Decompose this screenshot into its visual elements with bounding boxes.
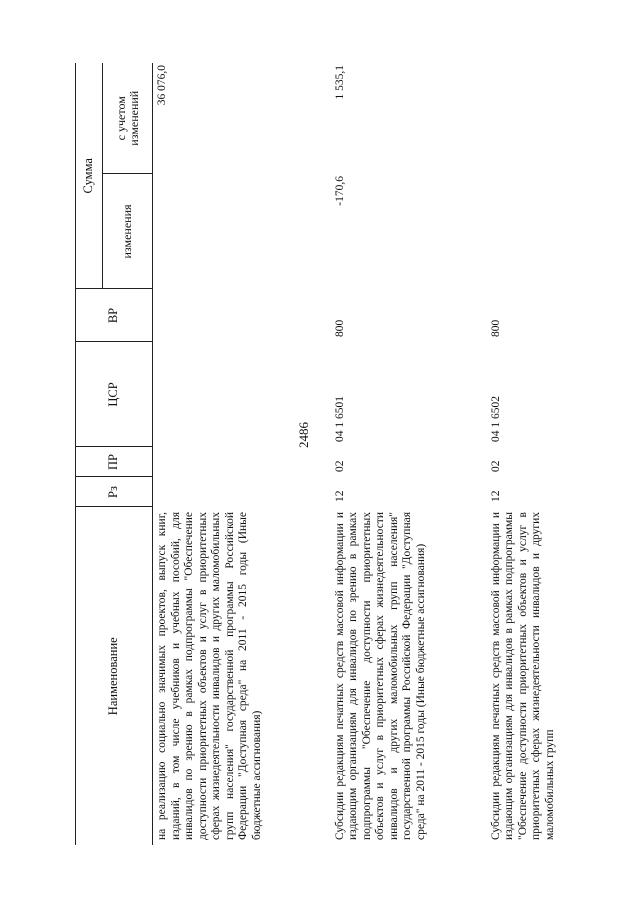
row-with-changes: 36 076,0 bbox=[156, 65, 168, 106]
row-with-changes: 1 535,1 bbox=[333, 65, 346, 100]
header-pr: ПР bbox=[76, 447, 153, 477]
header-change: изменения bbox=[103, 174, 153, 289]
row-vr bbox=[153, 289, 331, 342]
header-row bbox=[76, 63, 103, 845]
row-vr: 800 bbox=[489, 319, 502, 337]
table-row bbox=[487, 63, 601, 845]
row-change bbox=[487, 174, 601, 289]
row-csr bbox=[153, 342, 331, 447]
row-csr: 04 1 6501 bbox=[333, 396, 346, 442]
row-rz bbox=[153, 477, 331, 507]
row-name: на реализацию социально значимых проектов, выпуск книг, изданий, в том числе учебников и учебных пособий, для инвалидов по зрению в рамках подпрограммы "Обеспечение доступности приоритетных объектов и услуг в приоритетных сферах жизнедеятельности инвалидов и других маломобильных групп населения" государственной программы Российской Федерации "Доступная среда" на 2011 - 2015 годы (Иные бюджетные ассигнования) bbox=[156, 512, 263, 840]
rotated-budget-table bbox=[75, 63, 601, 845]
row-with-changes bbox=[487, 63, 601, 174]
table-row bbox=[153, 63, 331, 845]
row-name: Субсидии редакциям печатных средств массовой информации и издающим организациям для инвалидов в рамках подпрограммы "Обеспечение доступности приоритетных объектов и услуг в приоритетных сферах жизнедеятельности инвалидов и других маломобильных групп bbox=[489, 512, 556, 840]
row-change: -170,6 bbox=[333, 176, 346, 206]
page-number: 2486 bbox=[296, 422, 311, 448]
header-rz: Рз bbox=[76, 477, 153, 507]
row-name: Субсидии редакциям печатных средств массовой информации и издающим организациям для инвалидов по зрению в рамках подпрограммы "Обеспечение доступности приоритетных объектов и услуг в приоритетных сферах жизнедеятельности инвалидов и других маломобильных групп населения" государственной программы Российской Федерации "Доступная среда" на 2011 - 2015 годы (Иные бюджетные ассигнования) bbox=[333, 512, 427, 840]
header-sum: Сумма bbox=[76, 63, 103, 289]
row-pr: 02 bbox=[489, 460, 502, 472]
row-rz: 12 bbox=[489, 490, 502, 502]
row-vr: 800 bbox=[333, 319, 346, 337]
header-with-changes: с учетом изменений bbox=[103, 63, 153, 174]
row-rz: 12 bbox=[333, 490, 346, 502]
row-pr bbox=[153, 447, 331, 477]
header-vr: ВР bbox=[76, 289, 153, 342]
header-csr: ЦСР bbox=[76, 342, 153, 447]
budget-table bbox=[75, 63, 601, 845]
table-row bbox=[331, 63, 487, 845]
row-pr: 02 bbox=[333, 460, 346, 472]
header-name: Наименование bbox=[76, 507, 153, 845]
row-csr: 04 1 6502 bbox=[489, 396, 502, 442]
row-change bbox=[153, 174, 331, 289]
